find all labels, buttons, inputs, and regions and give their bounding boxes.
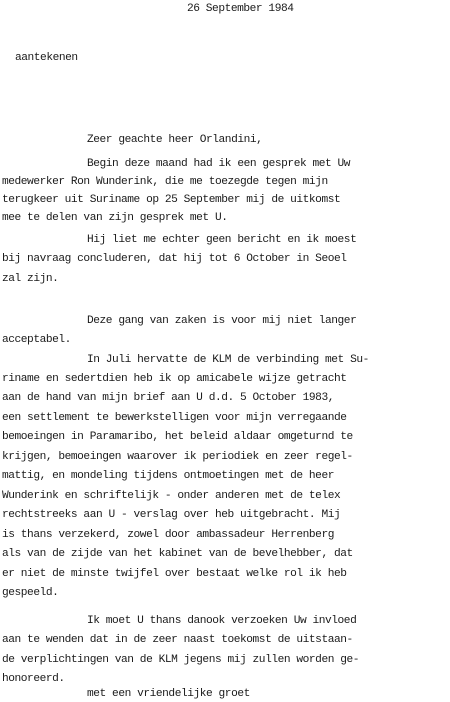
body-line: aan te wenden dat in de zeer naast toekomst de uitstaan-	[2, 634, 353, 646]
body-line: er niet de minste twijfel over bestaat welke rol ik heb	[2, 568, 347, 580]
body-line: bemoeingen in Paramaribo, het beleid aldaar omgeturnd te	[2, 431, 353, 443]
body-line: mee te delen van zijn gesprek met U.	[2, 212, 228, 224]
letter-annotation: aantekenen	[15, 52, 78, 64]
body-line: krijgen, bemoeingen waarover ik periodiek en zeer regel-	[2, 451, 353, 463]
body-line: Begin deze maand had ik een gesprek met Uw	[87, 158, 351, 170]
body-line: honoreerd.	[2, 673, 65, 685]
body-line: acceptabel.	[2, 334, 71, 346]
letter-salutation: Zeer geachte heer Orlandini,	[87, 134, 263, 146]
body-line: Hij liet me echter geen bericht en ik moest	[87, 234, 357, 246]
body-line: medewerker Ron Wunderink, die me toezegde tegen mijn	[2, 176, 328, 188]
body-line: Deze gang van zaken is voor mij niet langer	[87, 315, 357, 327]
body-line: gespeeld.	[2, 587, 59, 599]
body-line: rechtstreeks aan U - verslag over heb uitgebracht. Mij	[2, 509, 341, 521]
body-line: bij navraag concluderen, dat hij tot 6 October in Seoel	[2, 253, 347, 265]
letter-closing: met een vriendelijke groet	[87, 688, 250, 700]
body-line: riname en sedertdien heb ik op amicabele wijze getracht	[2, 373, 347, 385]
body-line: mattig, en mondeling tijdens ontmoetingen met de heer	[2, 470, 334, 482]
body-line: de verplichtingen van de KLM jegens mij zullen worden ge-	[2, 654, 360, 666]
body-line: Wunderink en schriftelijk - onder anderen met de telex	[2, 490, 341, 502]
body-line: is thans verzekerd, zowel door ambassadeur Herrenberg	[2, 529, 334, 541]
body-line: een settlement te bewerkstelligen voor mijn verregaande	[2, 412, 347, 424]
body-line: In Juli hervatte de KLM de verbinding met Su-	[87, 354, 369, 366]
body-line: als van de zijde van het kabinet van de bevelhebber, dat	[2, 548, 353, 560]
body-line: zal zijn.	[2, 273, 59, 285]
body-line: Ik moet U thans danook verzoeken Uw invloed	[87, 615, 357, 627]
body-line: aan de hand van mijn brief aan U d.d. 5 October 1983,	[2, 392, 334, 404]
letter-date: 26 September 1984	[187, 3, 294, 15]
body-line: terugkeer uit Suriname op 25 September mij de uitkomst	[2, 194, 341, 206]
